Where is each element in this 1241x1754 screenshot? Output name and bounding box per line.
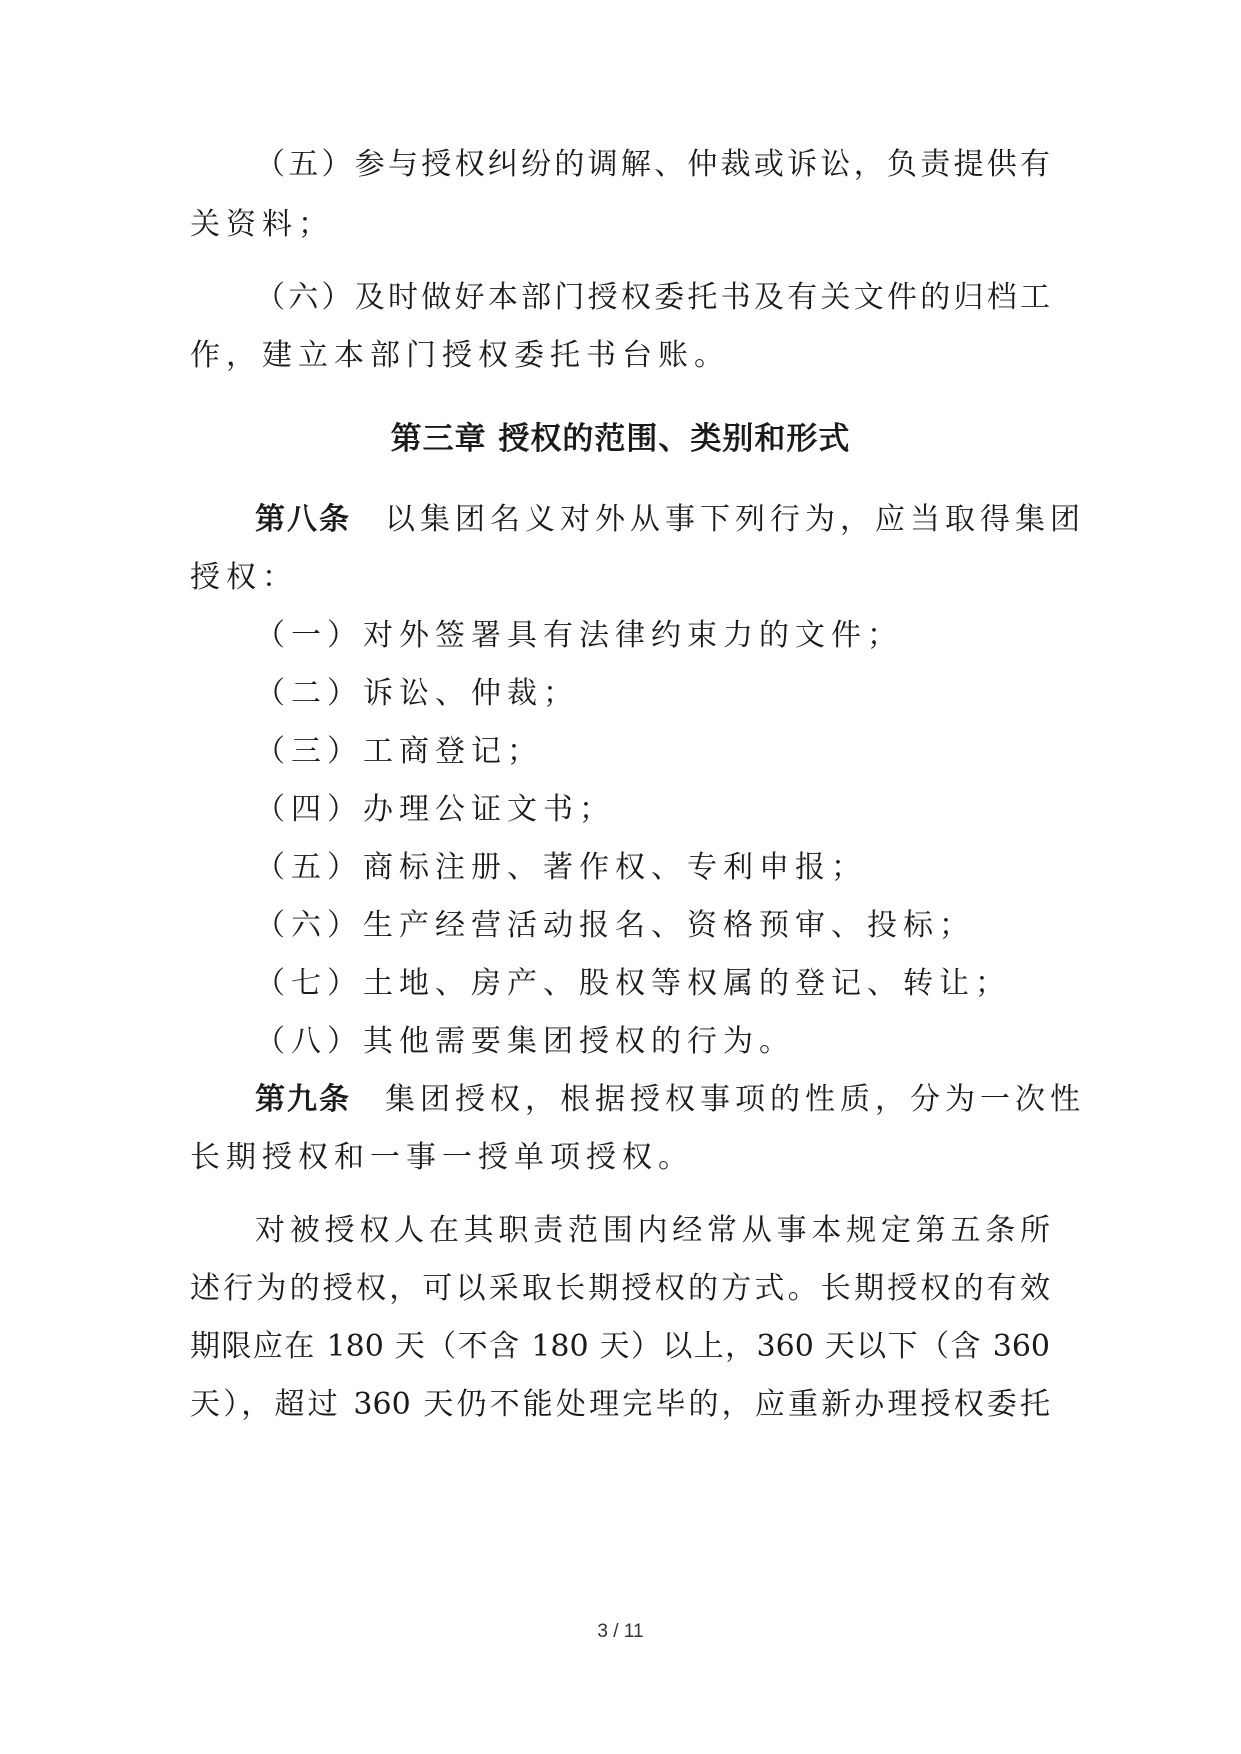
list-item: （七）土地、房产、股权等权属的登记、转让；	[255, 966, 1011, 1001]
paragraph-line: 对被授权人在其职责范围内经常从事本规定第五条所	[255, 1213, 1050, 1248]
paragraph-line: （六）及时做好本部门授权委托书及有关文件的归档工	[255, 280, 1050, 315]
list-item: （八）其他需要集团授权的行为。	[255, 1024, 795, 1059]
article-8-line	[255, 500, 1085, 540]
paragraph-line: 授权：	[190, 560, 298, 595]
article-9-line	[255, 1080, 1085, 1120]
paragraph-line: 天），超过 360 天仍不能处理完毕的，应重新办理授权委托	[190, 1387, 1050, 1422]
list-item: （三）工商登记；	[255, 734, 543, 769]
paragraph-line: 长期授权和一事一授单项授权。	[190, 1140, 694, 1175]
paragraph-line: （五）参与授权纠纷的调解、仲裁或诉讼，负责提供有	[255, 147, 1050, 182]
list-item: （二）诉讼、仲裁；	[255, 676, 579, 711]
paragraph-line: 述行为的授权，可以采取长期授权的方式。长期授权的有效	[190, 1271, 1050, 1306]
article-9-text: 集团授权，根据授权事项的性质，分为一次性	[385, 1082, 1085, 1117]
list-item: （一）对外签署具有法律约束力的文件；	[255, 618, 903, 653]
paragraph-line: 作，建立本部门授权委托书台账。	[190, 338, 730, 373]
paragraph-line: 关资料；	[190, 207, 334, 242]
article-9-title: 第九条	[255, 1082, 351, 1117]
chapter-heading: 第三章 授权的范围、类别和形式	[390, 421, 851, 457]
list-item: （五）商标注册、著作权、专利申报；	[255, 850, 867, 885]
paragraph-line: 期限应在 180 天（不含 180 天）以上，360 天以下（含 360	[190, 1329, 1050, 1364]
page-number: 3 / 11	[597, 1621, 644, 1642]
article-8-title: 第八条	[255, 502, 351, 537]
list-item: （六）生产经营活动报名、资格预审、投标；	[255, 908, 975, 943]
list-item: （四）办理公证文书；	[255, 792, 615, 827]
article-8-text: 以集团名义对外从事下列行为，应当取得集团	[385, 502, 1085, 537]
